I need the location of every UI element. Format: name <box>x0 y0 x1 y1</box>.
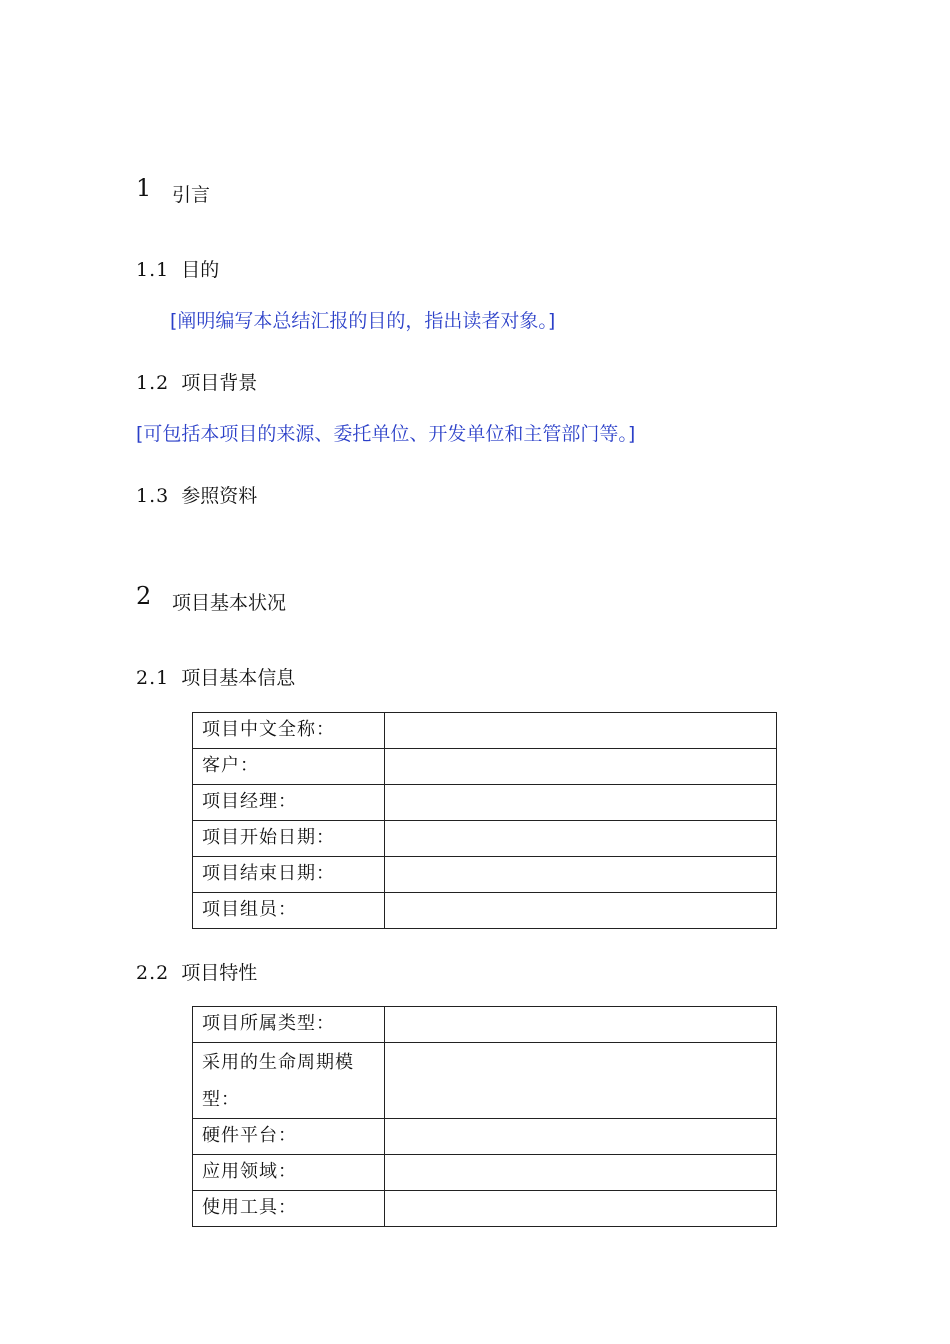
section-2-2-heading <box>136 958 257 985</box>
table-row <box>193 821 777 857</box>
table-row <box>193 785 777 821</box>
section-1-2-note: [可包括本项目的来源、委托单位、开发单位和主管部门等。] <box>136 423 636 445</box>
table-cell-value[interactable] <box>385 893 777 929</box>
section-2-1-heading <box>136 663 295 690</box>
section-1-2-title: 项目背景 <box>181 372 258 394</box>
section-1-3-title: 参照资料 <box>181 485 258 507</box>
section-2-2-number: 2.2 <box>136 962 170 984</box>
table-row <box>193 749 777 785</box>
section-1-2-heading <box>136 368 257 395</box>
table-cell-label: 项目组员： <box>193 893 385 929</box>
section-1-number: 1 <box>136 174 152 202</box>
table-cell-label: 项目中文全称： <box>193 713 385 749</box>
table-row <box>193 1191 777 1227</box>
section-2-1-title: 项目基本信息 <box>181 667 296 689</box>
table-cell-label: 使用工具： <box>193 1191 385 1227</box>
section-2-number: 2 <box>136 582 152 610</box>
basic-info-table <box>192 712 777 929</box>
table-cell-label: 应用领域： <box>193 1155 385 1191</box>
table-row <box>193 893 777 929</box>
table-cell-label: 项目经理： <box>193 785 385 821</box>
characteristics-table <box>192 1006 777 1227</box>
section-2-title: 项目基本状况 <box>172 592 287 614</box>
table-cell-label: 项目开始日期： <box>193 821 385 857</box>
table-cell-label: 硬件平台： <box>193 1119 385 1155</box>
table-cell-label: 项目结束日期： <box>193 857 385 893</box>
section-2-2-title: 项目特性 <box>181 962 258 984</box>
section-2-1-number: 2.1 <box>136 667 170 689</box>
table-row <box>193 857 777 893</box>
table-row <box>193 1043 777 1119</box>
table-cell-value[interactable] <box>385 785 777 821</box>
table-row <box>193 1119 777 1155</box>
section-1-3-heading <box>136 481 257 508</box>
table-cell-value[interactable] <box>385 1007 777 1043</box>
table-row <box>193 713 777 749</box>
table-cell-value[interactable] <box>385 1119 777 1155</box>
table-cell-value[interactable] <box>385 857 777 893</box>
table-cell-value[interactable] <box>385 749 777 785</box>
table-cell-value[interactable] <box>385 1155 777 1191</box>
section-1-title: 引言 <box>172 184 211 206</box>
table-cell-value[interactable] <box>385 1043 777 1119</box>
table-cell-value[interactable] <box>385 713 777 749</box>
table-cell-label: 采用的生命周期模型： <box>193 1043 385 1119</box>
section-1-1-heading <box>136 255 219 282</box>
section-1-3-number: 1.3 <box>136 485 170 507</box>
table-cell-label: 客户： <box>193 749 385 785</box>
table-cell-label: 项目所属类型： <box>193 1007 385 1043</box>
section-1-1-title: 目的 <box>181 259 220 281</box>
table-row <box>193 1007 777 1043</box>
section-1-2-number: 1.2 <box>136 372 170 394</box>
table-cell-value[interactable] <box>385 821 777 857</box>
section-1-1-number: 1.1 <box>136 259 170 281</box>
table-row <box>193 1155 777 1191</box>
section-1-1-note: [阐明编写本总结汇报的目的，指出读者对象。] <box>170 310 556 332</box>
table-cell-value[interactable] <box>385 1191 777 1227</box>
